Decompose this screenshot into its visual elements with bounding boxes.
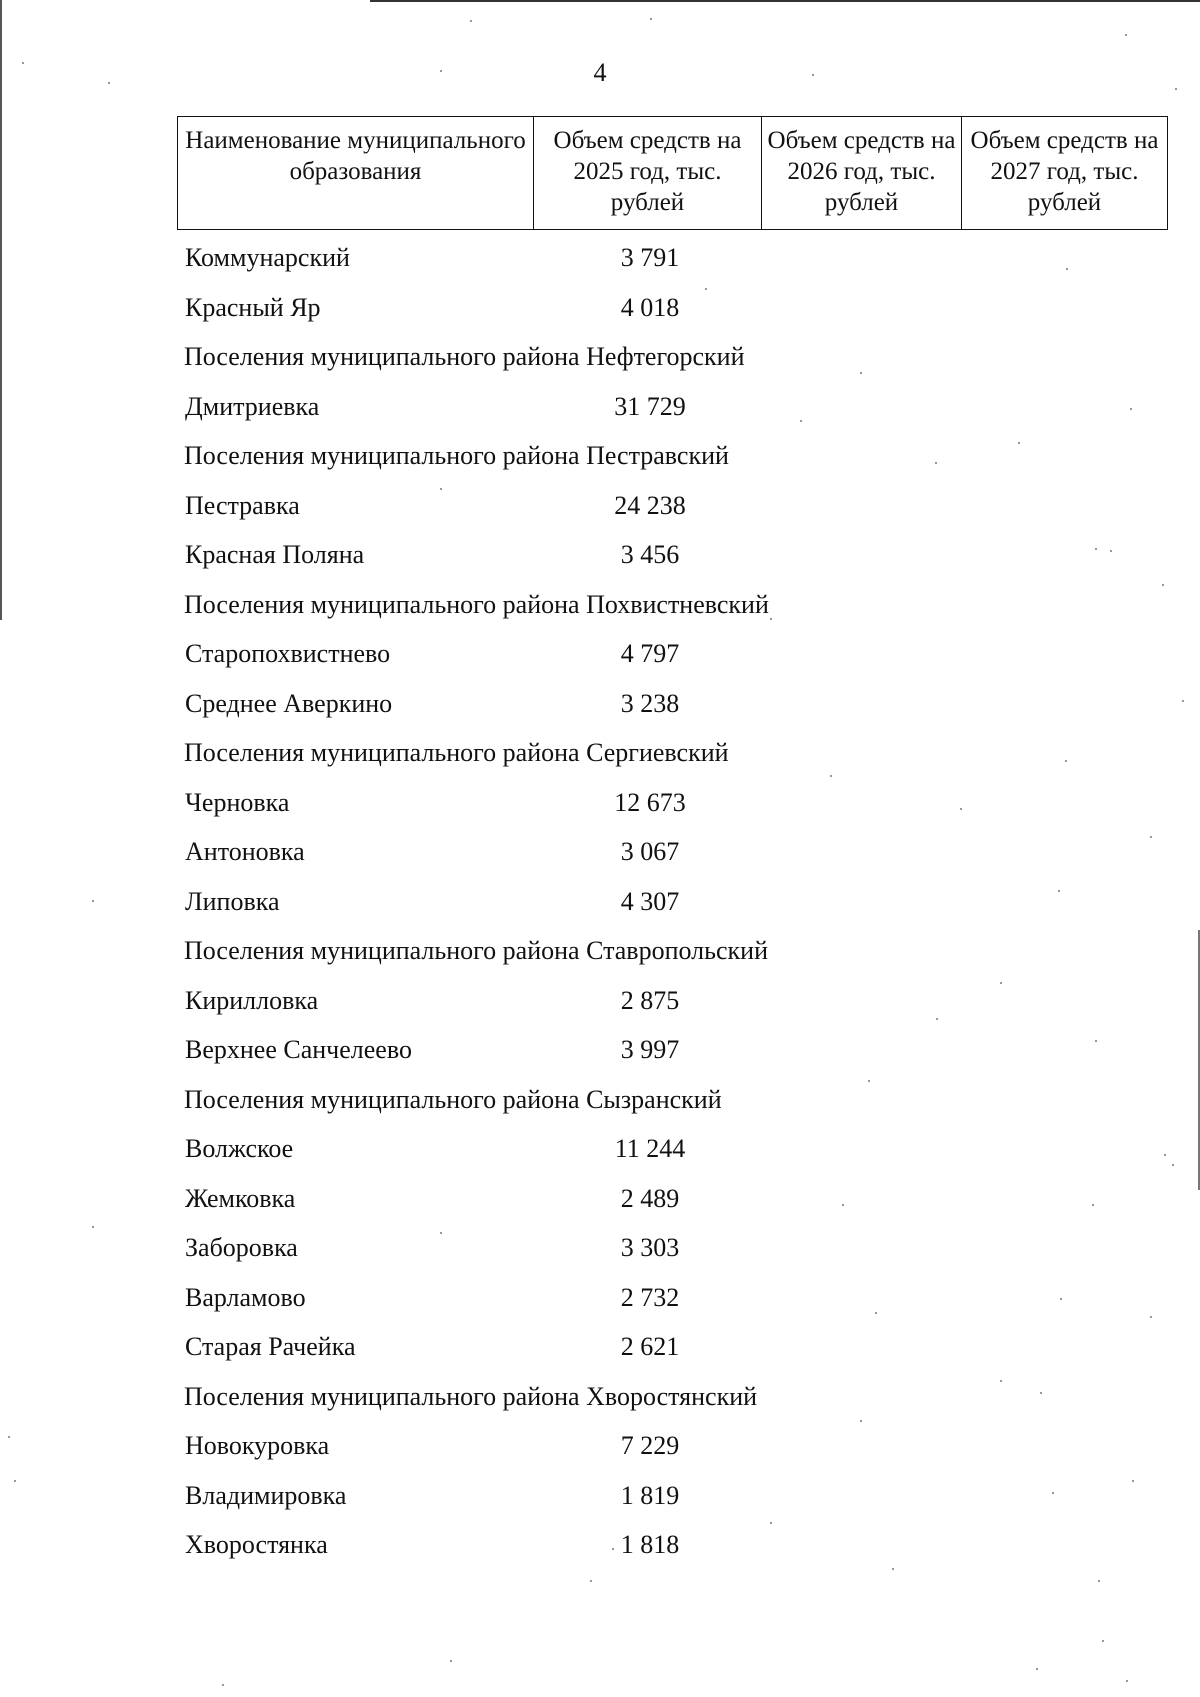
amount-2025: 4 307	[620, 886, 680, 916]
municipality-name: Заборовка	[185, 1233, 298, 1262]
amount-2025: 3 303	[620, 1233, 680, 1262]
scan-speck	[935, 462, 937, 464]
table-row	[0, 1124, 1200, 1174]
scan-speck	[705, 288, 707, 290]
amount-2025: 11 244	[614, 1134, 686, 1163]
column-header-2027: Объем средств на 2027 год, тыс. рублей	[962, 117, 1168, 230]
amount-2025: 1 818	[620, 1530, 680, 1559]
municipality-name: Антоновка	[185, 837, 305, 866]
municipality-name: Среднее Аверкино	[185, 688, 393, 718]
scan-speck	[1175, 88, 1177, 90]
table-row	[0, 233, 1200, 283]
table-row	[0, 778, 1200, 828]
scan-speck	[440, 70, 442, 72]
scan-speck	[1095, 1040, 1097, 1042]
group-heading-row	[0, 926, 1200, 976]
scan-speck	[1060, 1298, 1062, 1300]
scan-speck	[860, 372, 862, 374]
scan-speck	[22, 62, 24, 64]
table-row	[0, 1025, 1200, 1075]
scan-speck	[108, 82, 110, 84]
group-heading: Поселения муниципального района Пестравский	[184, 441, 729, 470]
scan-speck	[222, 1684, 224, 1686]
scan-speck	[960, 808, 962, 810]
municipality-name: Кирилловка	[185, 985, 319, 1015]
amount-2025: 3 067	[620, 837, 680, 866]
table-row	[0, 629, 1200, 679]
table-row	[0, 1322, 1200, 1372]
scan-speck	[875, 1312, 877, 1314]
scan-speck	[440, 1232, 442, 1234]
scan-speck	[1132, 1480, 1134, 1482]
scan-speck	[1040, 1392, 1042, 1394]
table-row	[0, 283, 1200, 333]
scan-speck	[1098, 1580, 1100, 1582]
scan-speck	[770, 1522, 772, 1524]
scan-speck	[770, 618, 772, 620]
scan-speck	[1162, 584, 1164, 586]
group-heading-row	[0, 431, 1200, 481]
amount-2025: 3 456	[620, 540, 680, 569]
group-heading: Поселения муниципального района Сергиевский	[184, 738, 729, 767]
municipality-name: Волжское	[185, 1134, 294, 1163]
scan-speck	[1130, 408, 1132, 410]
column-header-2025: Объем средств на 2025 год, тыс. рублей	[534, 117, 762, 230]
scan-speck	[1182, 700, 1184, 702]
amount-2025: 2 875	[620, 985, 680, 1015]
amount-2025: 4 797	[620, 639, 680, 668]
table-row	[0, 530, 1200, 580]
table-row	[0, 976, 1200, 1026]
scan-speck	[470, 20, 472, 22]
amount-2025: 31 729	[614, 391, 686, 421]
group-heading-row	[0, 580, 1200, 630]
scan-speck	[14, 1480, 16, 1482]
scan-speck	[1000, 982, 1002, 984]
group-heading-row	[0, 1372, 1200, 1422]
scan-speck	[1126, 1680, 1128, 1682]
table-row	[0, 679, 1200, 729]
municipality-name: Жемковка	[185, 1183, 296, 1213]
scan-speck	[92, 900, 94, 902]
municipality-name: Коммунарский	[185, 243, 350, 272]
municipality-name: Новокуровка	[185, 1431, 330, 1460]
municipality-name: Красный Яр	[185, 292, 321, 322]
municipality-name: Владимировка	[185, 1480, 347, 1510]
municipality-name: Дмитриевка	[185, 391, 320, 421]
scan-speck	[1066, 268, 1068, 270]
amount-2025: 3 791	[620, 243, 680, 272]
amount-2025: 12 673	[614, 787, 686, 817]
municipality-name: Хворостянка	[185, 1530, 328, 1559]
scan-speck	[440, 488, 442, 490]
scan-speck	[8, 1436, 10, 1438]
municipality-name: Верхнее Санчелеево	[185, 1035, 412, 1064]
scan-speck	[1095, 548, 1097, 550]
municipality-name: Липовка	[185, 886, 280, 916]
municipality-name: Красная Поляна	[185, 540, 365, 569]
group-heading: Поселения муниципального района Ставропольский	[184, 936, 768, 965]
municipality-name: Пестравка	[185, 490, 300, 520]
scan-speck	[1092, 1204, 1094, 1206]
amount-2025: 2 489	[620, 1183, 680, 1213]
group-heading: Поселения муниципального района Хворостянский	[184, 1381, 758, 1411]
scan-speck	[1018, 442, 1020, 444]
scan-speck	[860, 1420, 862, 1422]
scan-speck	[1102, 1640, 1104, 1642]
scan-speck	[1052, 1492, 1054, 1494]
scan-speck	[612, 1548, 614, 1550]
scan-speck	[812, 74, 814, 76]
group-heading-row	[0, 332, 1200, 382]
table-header	[177, 116, 1168, 230]
scan-speck	[1172, 1164, 1174, 1166]
group-heading: Поселения муниципального района Сызранский	[184, 1084, 722, 1114]
scan-speck	[1065, 760, 1067, 762]
amount-2025: 2 732	[620, 1282, 680, 1312]
scan-speck	[1058, 890, 1060, 892]
table-row	[0, 1273, 1200, 1323]
scan-speck	[830, 775, 832, 777]
amount-2025: 24 238	[614, 490, 686, 520]
scan-speck	[1150, 1316, 1152, 1318]
scan-edge-top	[370, 0, 1200, 2]
municipality-name: Варламово	[185, 1282, 306, 1312]
municipality-name: Черновка	[185, 787, 290, 817]
table-row	[0, 1471, 1200, 1521]
scan-speck	[868, 1080, 870, 1082]
scan-speck	[800, 420, 802, 422]
table-row	[0, 877, 1200, 927]
group-heading-row	[0, 728, 1200, 778]
group-heading: Поселения муниципального района Нефтегорский	[184, 342, 745, 371]
scan-speck	[1000, 1380, 1002, 1382]
column-header-name: Наименование муниципального образования	[178, 117, 534, 230]
municipality-name: Старопохвистнево	[185, 639, 391, 668]
amount-2025: 7 229	[620, 1431, 680, 1460]
scan-speck	[1150, 836, 1152, 838]
amount-2025: 2 621	[620, 1332, 680, 1361]
scan-speck	[1164, 1154, 1166, 1156]
scan-speck	[936, 1018, 938, 1020]
scan-speck	[650, 18, 652, 20]
municipality-name: Старая Рачейка	[185, 1332, 356, 1361]
table-body	[0, 233, 1200, 1570]
scan-speck	[842, 1204, 844, 1206]
amount-2025: 4 018	[620, 292, 680, 322]
table-row	[0, 1174, 1200, 1224]
group-heading: Поселения муниципального района Похвистневский	[184, 589, 769, 619]
table-row	[0, 1421, 1200, 1471]
scan-speck	[92, 1226, 94, 1228]
table-row	[0, 1223, 1200, 1273]
amount-2025: 1 819	[620, 1480, 680, 1510]
scan-speck	[892, 1568, 894, 1570]
table-row	[0, 382, 1200, 432]
table-row	[0, 827, 1200, 877]
table-row	[0, 481, 1200, 531]
table-row	[0, 1520, 1200, 1570]
amount-2025: 3 238	[620, 688, 680, 718]
page-number: 4	[593, 58, 607, 87]
column-header-2026: Объем средств на 2026 год, тыс. рублей	[762, 117, 962, 230]
scan-speck	[450, 1660, 452, 1662]
amount-2025: 3 997	[620, 1035, 680, 1064]
scan-speck	[1110, 550, 1112, 552]
group-heading-row	[0, 1075, 1200, 1125]
scan-speck	[590, 1580, 592, 1582]
scan-speck	[1125, 34, 1127, 36]
scan-speck	[1036, 1668, 1038, 1670]
